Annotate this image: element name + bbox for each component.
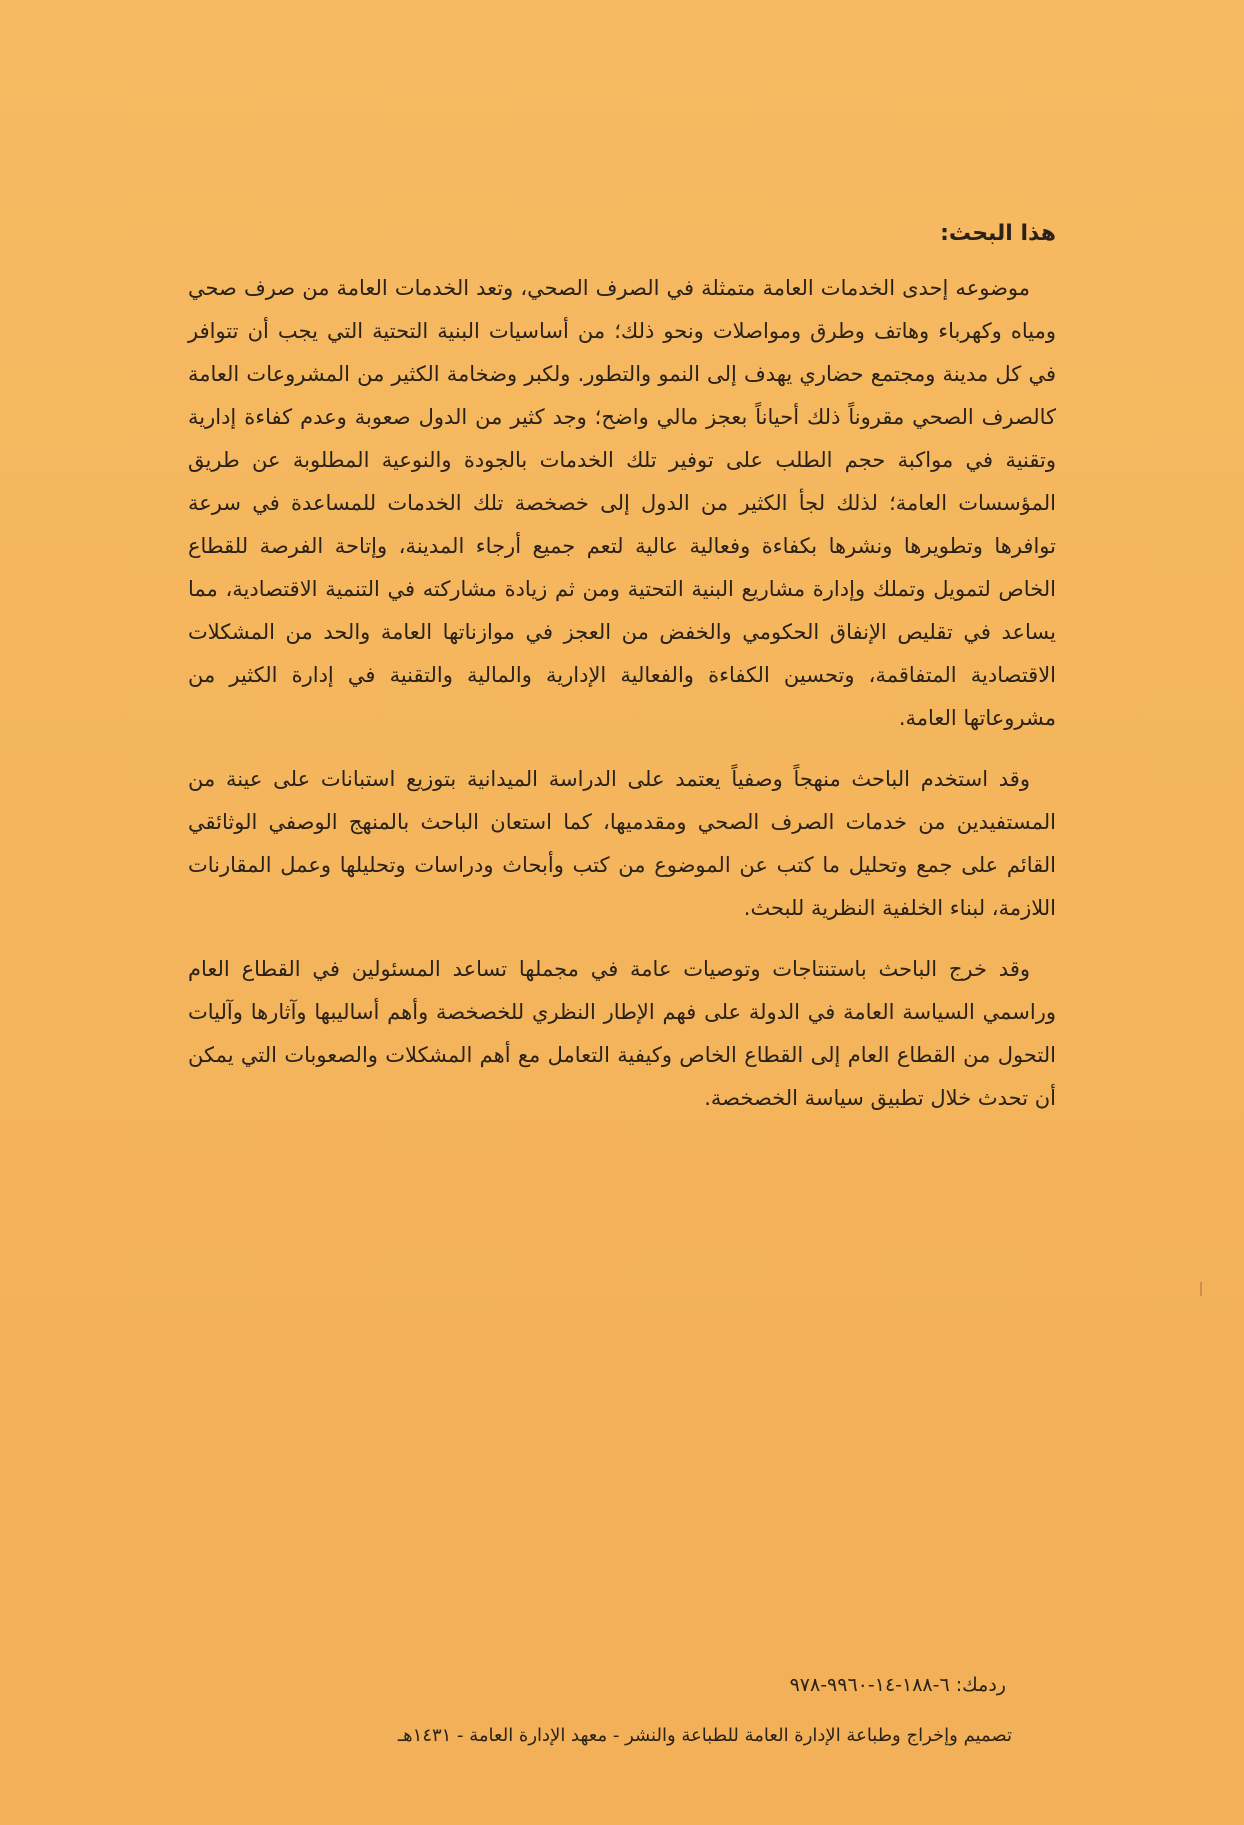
abstract-section (188, 220, 1056, 1138)
abstract-paragraph-topic: موضوعه إحدى الخدمات العامة متمثلة في الصرف الصحي، وتعد الخدمات العامة من صرف صحي ومياه وكهرباء وهاتف وطرق ومواصلات ونحو ذلك؛ من أساسيات البنية التحتية التي يجب أن تتوافر في كل مدينة ومجتمع حضاري يهدف إلى النمو والتطور. ولكبر وضخامة الكثير من المشروعات العامة كالصرف الصحي مقروناً ذلك أحياناً بعجز مالي واضح؛ وجد كثير من الدول صعوبة وعدم كفاءة إدارية وتقنية في مواكبة حجم الطلب على توفير تلك الخدمات بالجودة والنوعية المطلوبة عن طريق المؤسسات العامة؛ لذلك لجأ الكثير من الدول إلى خصخصة تلك الخدمات للمساعدة في سرعة توافرها وتطويرها ونشرها بكفاءة وفعالية عالية لتعم جميع أرجاء المدينة، وإتاحة الفرصة للقطاع الخاص لتمويل وتملك وإدارة مشاريع البنية التحتية ومن ثم زيادة مشاركته في التنمية الاقتصادية، مما يساعد في تقليص الإنفاق الحكومي والخفض من العجز في موازناتها العامة والحد من المشكلات الاقتصادية المتفاقمة، وتحسين الكفاءة والفعالية الإدارية والمالية والتقنية في إدارة الكثير من مشروعاتها العامة. (188, 275, 1056, 730)
edge-mark (1200, 1282, 1202, 1296)
abstract-paragraph-method: وقد استخدم الباحث منهجاً وصفياً يعتمد على الدراسة الميدانية بتوزيع استبانات على عينة من المستفيدين من خدمات الصرف الصحي ومقدميها، كما استعان الباحث بالمنهج الوصفي الوثائقي القائم على جمع وتحليل ما كتب عن الموضوع من كتب وأبحاث ودراسات وتحليلها وعمل المقارنات اللازمة، لبناء الخلفية النظرية للبحث. (188, 766, 1056, 920)
abstract-paragraph-results: وقد خرج الباحث باستنتاجات وتوصيات عامة في مجملها تساعد المسئولين في القطاع العام وراسمي السياسة العامة في الدولة على فهم الإطار النظري للخصخصة وأهم أساليبها وآثارها وآليات التحول من القطاع العام إلى القطاع الخاص وكيفية التعامل مع أهم المشكلات والصعوبات التي يمكن أن تحدث خلال تطبيق سياسة الخصخصة. (188, 956, 1056, 1110)
isbn-number: ردمك: ٦-١٨٨-١٤-٩٩٦٠-٩٧٨ (789, 1674, 1006, 1696)
abstract-heading: هذا البحث: (940, 221, 1056, 246)
publisher-imprint: تصميم وإخراج وطباعة الإدارة العامة للطباعة والنشر - معهد الإدارة العامة - ١٤٣١هـ (397, 1725, 1012, 1746)
